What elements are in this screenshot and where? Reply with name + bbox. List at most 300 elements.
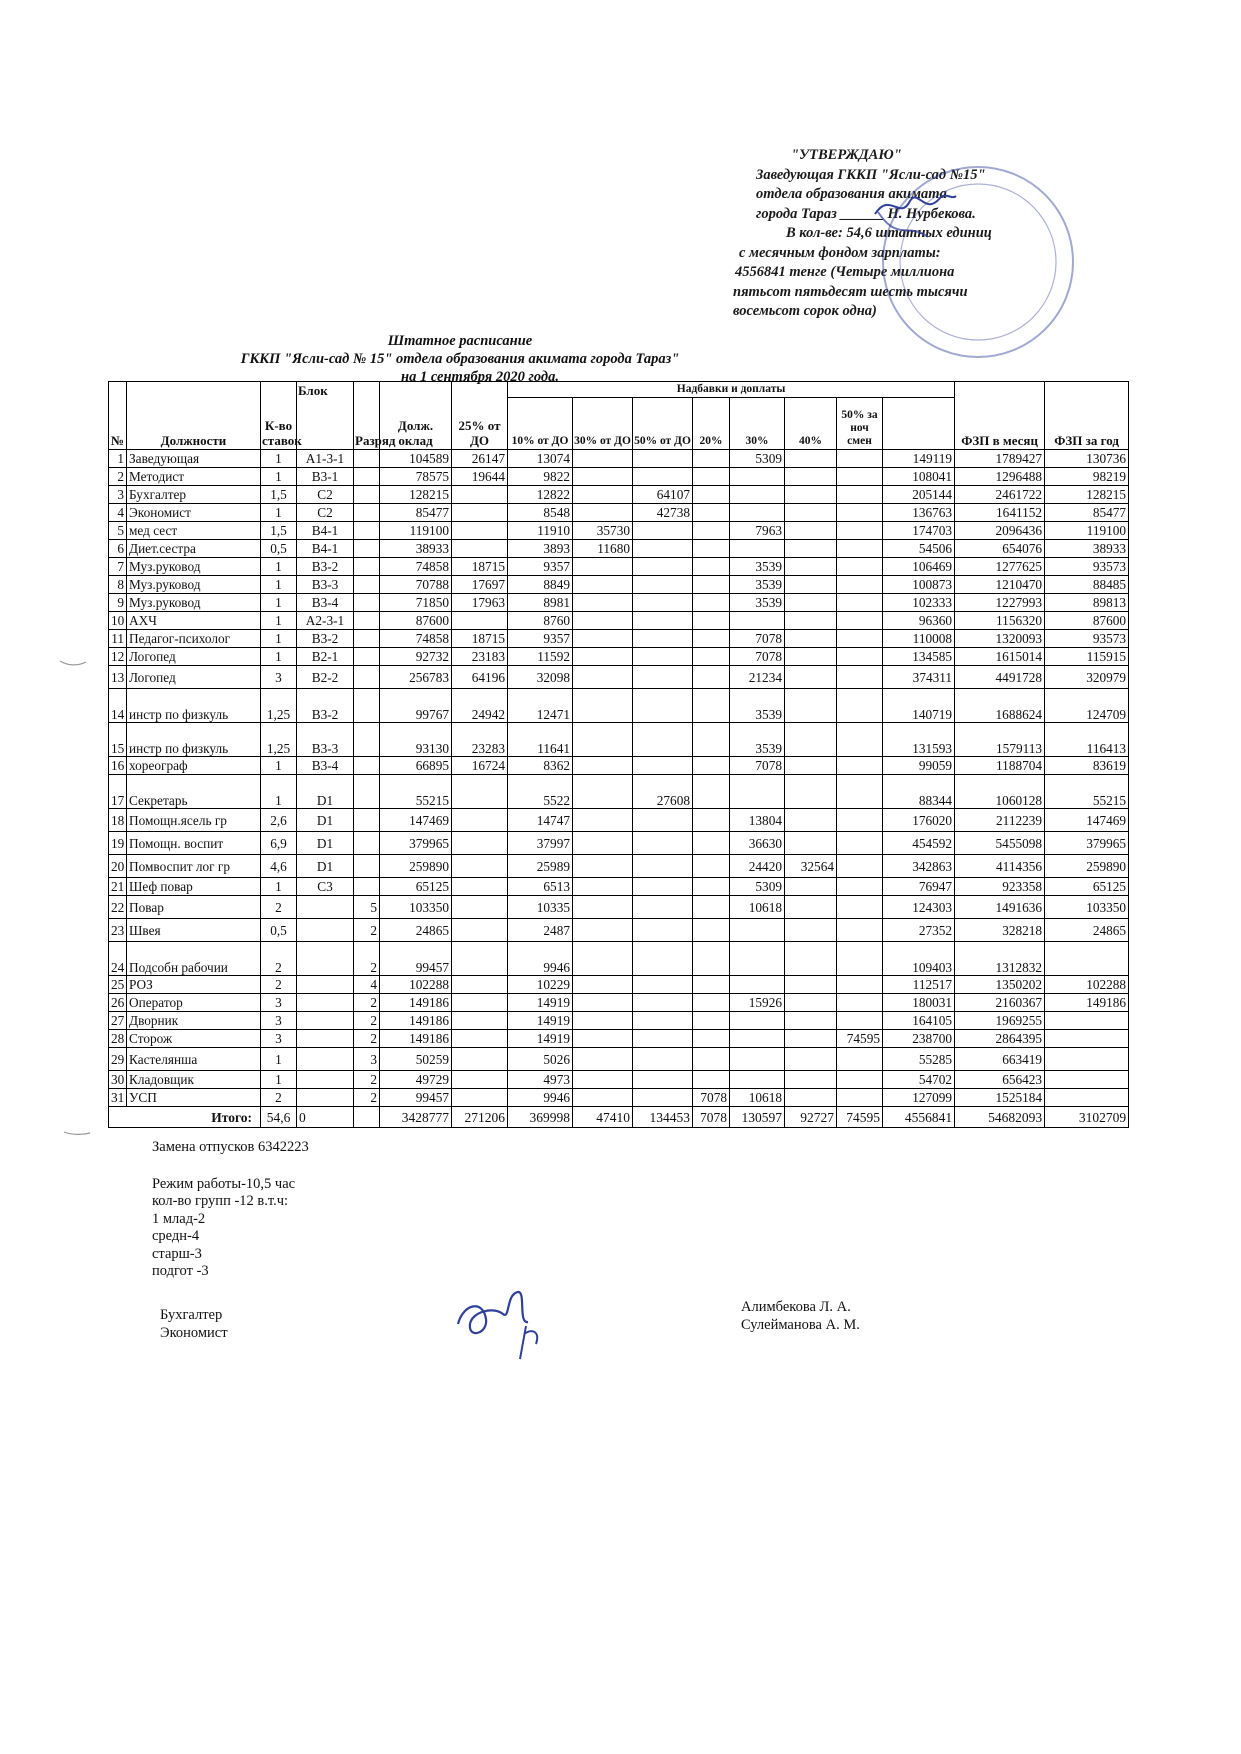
cell-bonus-night	[837, 576, 883, 594]
total-40: 92727	[785, 1107, 837, 1128]
cell-row-number: 30	[109, 1071, 127, 1089]
cell-bonus-30: 36630	[730, 832, 785, 855]
cell-block	[297, 1089, 354, 1107]
cell-bonus-night	[837, 1089, 883, 1107]
cell-fzp-month: 109403	[883, 942, 955, 976]
table-row	[109, 1012, 1129, 1030]
cell-bonus-25	[452, 896, 508, 919]
total-10: 369998	[508, 1107, 573, 1128]
cell-lech: 38933	[1045, 540, 1129, 558]
cell-rates: 1	[261, 594, 297, 612]
cell-bonus-10: 8760	[508, 612, 573, 630]
cell-rank	[354, 648, 380, 666]
cell-bonus-10: 14919	[508, 1030, 573, 1048]
cell-position-name: инстр по физкуль	[127, 689, 261, 723]
cell-bonus-20	[693, 522, 730, 540]
cell-row-number: 15	[109, 723, 127, 757]
cell-lech: 87600	[1045, 612, 1129, 630]
approval-line: В кол-ве: 54,6 штатных единиц	[786, 225, 992, 241]
cell-rank	[354, 855, 380, 878]
cell-bonus-30do	[573, 666, 633, 689]
cell-bonus-20	[693, 630, 730, 648]
cell-bonus-20	[693, 486, 730, 504]
cell-bonus-30do	[573, 630, 633, 648]
cell-rates: 1,5	[261, 486, 297, 504]
cell-salary: 65125	[380, 878, 452, 896]
cell-rates: 1	[261, 576, 297, 594]
cell-bonus-night	[837, 775, 883, 809]
cell-bonus-10: 4973	[508, 1071, 573, 1089]
cell-bonus-30do: 35730	[573, 522, 633, 540]
cell-bonus-20	[693, 976, 730, 994]
cell-bonus-40	[785, 594, 837, 612]
cell-position-name: РОЗ	[127, 976, 261, 994]
header-position: Должности	[127, 382, 261, 450]
cell-fzp-month: 55285	[883, 1048, 955, 1071]
cell-position-name: инстр по физкуль	[127, 723, 261, 757]
cell-row-number: 5	[109, 522, 127, 540]
cell-position-name: Оператор	[127, 994, 261, 1012]
cell-bonus-25	[452, 540, 508, 558]
cell-bonus-10: 11592	[508, 648, 573, 666]
cell-block	[297, 896, 354, 919]
cell-rank	[354, 666, 380, 689]
total-20: 7078	[693, 1107, 730, 1128]
cell-block: С3	[297, 878, 354, 896]
cell-bonus-30do	[573, 896, 633, 919]
cell-bonus-night	[837, 558, 883, 576]
cell-bonus-30do	[573, 594, 633, 612]
total-lech: 3102709	[1045, 1107, 1129, 1128]
cell-bonus-30do	[573, 723, 633, 757]
cell-fzp-year: 1525184	[955, 1089, 1045, 1107]
cell-lech: 124709	[1045, 689, 1129, 723]
cell-lech: 89813	[1045, 594, 1129, 612]
approval-block	[733, 146, 1086, 322]
cell-bonus-20	[693, 896, 730, 919]
cell-bonus-night	[837, 896, 883, 919]
approval-line: "УТВЕРЖДАЮ"	[791, 147, 902, 163]
cell-bonus-20	[693, 942, 730, 976]
cell-bonus-40	[785, 504, 837, 522]
cell-bonus-50do	[633, 896, 693, 919]
cell-bonus-50do: 42738	[633, 504, 693, 522]
cell-bonus-30: 7078	[730, 648, 785, 666]
cell-salary: 74858	[380, 630, 452, 648]
cell-fzp-month: 88344	[883, 775, 955, 809]
cell-rates: 2,6	[261, 809, 297, 832]
cell-bonus-30do	[573, 809, 633, 832]
table-row	[109, 976, 1129, 994]
cell-salary: 104589	[380, 450, 452, 468]
header-25: 25% от ДО	[452, 382, 508, 450]
cell-bonus-50do	[633, 666, 693, 689]
table-row	[109, 994, 1129, 1012]
cell-bonus-25: 17963	[452, 594, 508, 612]
cell-bonus-20	[693, 723, 730, 757]
cell-bonus-night	[837, 976, 883, 994]
total-30do: 47410	[573, 1107, 633, 1128]
cell-bonus-30do: 11680	[573, 540, 633, 558]
cell-bonus-30do	[573, 942, 633, 976]
cell-fzp-year: 1969255	[955, 1012, 1045, 1030]
cell-bonus-25	[452, 942, 508, 976]
cell-bonus-25: 64196	[452, 666, 508, 689]
cell-rates: 1	[261, 757, 297, 775]
name-economist: Сулейманова А. М.	[741, 1317, 860, 1333]
cell-fzp-year: 2864395	[955, 1030, 1045, 1048]
header-20: 20%	[693, 398, 730, 450]
cell-bonus-25	[452, 832, 508, 855]
cell-bonus-30do	[573, 558, 633, 576]
cell-bonus-40	[785, 994, 837, 1012]
table-row	[109, 809, 1129, 832]
total-row	[109, 1107, 1129, 1128]
table-row	[109, 757, 1129, 775]
cell-bonus-night	[837, 522, 883, 540]
cell-bonus-40	[785, 630, 837, 648]
cell-bonus-night	[837, 540, 883, 558]
director-signature-icon	[870, 186, 960, 226]
cell-bonus-30do	[573, 1012, 633, 1030]
header-fzp-month: ФЗП в месяц	[955, 382, 1045, 450]
cell-bonus-30do	[573, 919, 633, 942]
cell-lech: 102288	[1045, 976, 1129, 994]
cell-bonus-40	[785, 666, 837, 689]
cell-block: В3-4	[297, 594, 354, 612]
cell-fzp-month: 124303	[883, 896, 955, 919]
cell-fzp-year: 1156320	[955, 612, 1045, 630]
approval-line: города Тараз ______ Н. Нурбекова.	[756, 205, 976, 222]
cell-bonus-20	[693, 504, 730, 522]
name-accountant: Алимбекова Л. А.	[741, 1299, 851, 1315]
cell-row-number: 24	[109, 942, 127, 976]
cell-bonus-10: 14919	[508, 1012, 573, 1030]
cell-row-number: 3	[109, 486, 127, 504]
cell-rates: 0,5	[261, 540, 297, 558]
cell-rates: 1	[261, 504, 297, 522]
cell-bonus-25	[452, 855, 508, 878]
handwritten-signature-icon	[448, 1284, 568, 1364]
cell-bonus-25	[452, 775, 508, 809]
cell-bonus-night	[837, 855, 883, 878]
approval-line: пятьсот пятьдесят шесть тысячи	[733, 283, 968, 300]
cell-row-number: 1	[109, 450, 127, 468]
group-line: старш-3	[152, 1245, 202, 1262]
cell-bonus-20	[693, 468, 730, 486]
vacation-note: Замена отпусков 6342223	[152, 1139, 309, 1155]
cell-salary: 99457	[380, 1089, 452, 1107]
cell-salary: 24865	[380, 919, 452, 942]
cell-lech: 116413	[1045, 723, 1129, 757]
cell-block: D1	[297, 832, 354, 855]
cell-fzp-month: 100873	[883, 576, 955, 594]
cell-bonus-25	[452, 1071, 508, 1089]
cell-row-number: 2	[109, 468, 127, 486]
cell-bonus-night	[837, 450, 883, 468]
cell-rank: 2	[354, 919, 380, 942]
cell-fzp-year: 5455098	[955, 832, 1045, 855]
cell-fzp-month: 108041	[883, 468, 955, 486]
cell-fzp-year: 663419	[955, 1048, 1045, 1071]
cell-bonus-40	[785, 576, 837, 594]
header-allowances: Надбавки и доплаты	[508, 382, 955, 398]
cell-rates: 3	[261, 666, 297, 689]
cell-bonus-50do	[633, 1012, 693, 1030]
cell-bonus-night	[837, 648, 883, 666]
cell-position-name: Муз.руковод	[127, 558, 261, 576]
total-fzp-month: 4556841	[883, 1107, 955, 1128]
cell-rates: 1	[261, 630, 297, 648]
cell-bonus-20	[693, 1048, 730, 1071]
table-row	[109, 540, 1129, 558]
cell-fzp-month: 131593	[883, 723, 955, 757]
cell-block: В3-3	[297, 723, 354, 757]
table-body	[109, 450, 1129, 1107]
cell-salary: 103350	[380, 896, 452, 919]
cell-position-name: Подсобн рабочии	[127, 942, 261, 976]
table-row	[109, 1071, 1129, 1089]
work-mode-note: Режим работы-10,5 час	[152, 1175, 296, 1192]
cell-salary: 55215	[380, 775, 452, 809]
cell-bonus-30do	[573, 468, 633, 486]
cell-block: D1	[297, 809, 354, 832]
cell-bonus-30: 3539	[730, 594, 785, 612]
cell-bonus-30: 24420	[730, 855, 785, 878]
cell-bonus-10: 2487	[508, 919, 573, 942]
group-line: 1 млад-2	[152, 1210, 206, 1227]
cell-bonus-25	[452, 1089, 508, 1107]
cell-position-name: Муз.руковод	[127, 594, 261, 612]
cell-salary: 128215	[380, 486, 452, 504]
cell-row-number: 31	[109, 1089, 127, 1107]
cell-position-name: Бухгалтер	[127, 486, 261, 504]
cell-bonus-50do	[633, 723, 693, 757]
cell-bonus-10: 10229	[508, 976, 573, 994]
cell-lech	[1045, 1030, 1129, 1048]
cell-bonus-10: 9357	[508, 558, 573, 576]
table-row	[109, 558, 1129, 576]
cell-fzp-month: 374311	[883, 666, 955, 689]
cell-block	[297, 1071, 354, 1089]
cell-bonus-10: 10335	[508, 896, 573, 919]
cell-bonus-30do	[573, 775, 633, 809]
cell-lech	[1045, 1089, 1129, 1107]
cell-position-name: Сторож	[127, 1030, 261, 1048]
cell-bonus-10: 12471	[508, 689, 573, 723]
cell-bonus-25	[452, 994, 508, 1012]
cell-block: D1	[297, 775, 354, 809]
cell-row-number: 28	[109, 1030, 127, 1048]
cell-bonus-20	[693, 775, 730, 809]
cell-bonus-50do	[633, 1048, 693, 1071]
cell-row-number: 11	[109, 630, 127, 648]
cell-bonus-30	[730, 942, 785, 976]
cell-rank: 2	[354, 1030, 380, 1048]
cell-position-name: Педагог-психолог	[127, 630, 261, 648]
cell-row-number: 8	[109, 576, 127, 594]
cell-bonus-25	[452, 878, 508, 896]
cell-lech: 128215	[1045, 486, 1129, 504]
cell-bonus-20	[693, 1071, 730, 1089]
cell-block: С2	[297, 486, 354, 504]
cell-bonus-night	[837, 486, 883, 504]
cell-bonus-50do	[633, 522, 693, 540]
cell-salary: 102288	[380, 976, 452, 994]
cell-row-number: 9	[109, 594, 127, 612]
cell-row-number: 17	[109, 775, 127, 809]
cell-fzp-year: 1210470	[955, 576, 1045, 594]
cell-bonus-25	[452, 522, 508, 540]
total-rates: 54,6	[261, 1107, 297, 1128]
cell-position-name: Секретарь	[127, 775, 261, 809]
cell-row-number: 6	[109, 540, 127, 558]
cell-bonus-25	[452, 976, 508, 994]
cell-bonus-50do	[633, 648, 693, 666]
cell-bonus-40	[785, 775, 837, 809]
cell-fzp-month: 96360	[883, 612, 955, 630]
cell-bonus-30: 7078	[730, 630, 785, 648]
cell-bonus-50do	[633, 994, 693, 1012]
cell-rates: 2	[261, 896, 297, 919]
cell-bonus-30do	[573, 855, 633, 878]
cell-row-number: 7	[109, 558, 127, 576]
cell-rates: 1	[261, 468, 297, 486]
cell-bonus-20	[693, 558, 730, 576]
cell-position-name: Логопед	[127, 666, 261, 689]
cell-bonus-25	[452, 612, 508, 630]
group-line: средн-4	[152, 1228, 200, 1244]
cell-fzp-year: 328218	[955, 919, 1045, 942]
cell-lech: 93573	[1045, 630, 1129, 648]
cell-bonus-25	[452, 504, 508, 522]
cell-bonus-40	[785, 540, 837, 558]
cell-bonus-50do	[633, 594, 693, 612]
cell-bonus-30: 15926	[730, 994, 785, 1012]
cell-bonus-30do	[573, 757, 633, 775]
cell-bonus-25: 18715	[452, 630, 508, 648]
cell-rates: 1	[261, 612, 297, 630]
cell-row-number: 13	[109, 666, 127, 689]
cell-bonus-10: 25989	[508, 855, 573, 878]
table-row	[109, 896, 1129, 919]
cell-rates: 1,5	[261, 522, 297, 540]
cell-bonus-50do	[633, 1030, 693, 1048]
cell-lech: 65125	[1045, 878, 1129, 896]
cell-salary: 147469	[380, 809, 452, 832]
cell-row-number: 26	[109, 994, 127, 1012]
cell-fzp-year: 1615014	[955, 648, 1045, 666]
cell-bonus-50do	[633, 1071, 693, 1089]
cell-bonus-20	[693, 809, 730, 832]
cell-bonus-20	[693, 757, 730, 775]
cell-position-name: Методист	[127, 468, 261, 486]
cell-rates: 6,9	[261, 832, 297, 855]
cell-bonus-night	[837, 809, 883, 832]
cell-bonus-20	[693, 878, 730, 896]
cell-position-name: Швея	[127, 919, 261, 942]
cell-bonus-40	[785, 1030, 837, 1048]
cell-bonus-30: 13804	[730, 809, 785, 832]
cell-row-number: 29	[109, 1048, 127, 1071]
cell-rank	[354, 486, 380, 504]
cell-fzp-year: 1296488	[955, 468, 1045, 486]
cell-bonus-25: 16724	[452, 757, 508, 775]
cell-bonus-50do	[633, 919, 693, 942]
cell-block: В3-4	[297, 757, 354, 775]
cell-bonus-20	[693, 994, 730, 1012]
cell-bonus-30do	[573, 504, 633, 522]
cell-position-name: УСП	[127, 1089, 261, 1107]
cell-bonus-night	[837, 832, 883, 855]
cell-rank	[354, 723, 380, 757]
cell-lech: 98219	[1045, 468, 1129, 486]
table-row	[109, 666, 1129, 689]
cell-position-name: Диет.сестра	[127, 540, 261, 558]
cell-fzp-year: 1312832	[955, 942, 1045, 976]
header-10: 10% от ДО	[508, 398, 573, 450]
cell-bonus-30	[730, 775, 785, 809]
cell-rank	[354, 594, 380, 612]
header-30: 30%	[730, 398, 785, 450]
cell-bonus-30	[730, 504, 785, 522]
cell-bonus-30: 21234	[730, 666, 785, 689]
cell-lech	[1045, 1012, 1129, 1030]
cell-bonus-50do	[633, 1089, 693, 1107]
cell-fzp-month: 134585	[883, 648, 955, 666]
cell-bonus-25: 23183	[452, 648, 508, 666]
cell-bonus-30do	[573, 486, 633, 504]
cell-rates: 3	[261, 1012, 297, 1030]
table-row	[109, 594, 1129, 612]
table-row	[109, 1089, 1129, 1107]
total-50night: 74595	[837, 1107, 883, 1128]
cell-bonus-10: 11641	[508, 723, 573, 757]
cell-bonus-night	[837, 630, 883, 648]
cell-bonus-40: 32564	[785, 855, 837, 878]
cell-rates: 4,6	[261, 855, 297, 878]
cell-rates: 3	[261, 1030, 297, 1048]
cell-position-name: Экономист	[127, 504, 261, 522]
cell-bonus-40	[785, 942, 837, 976]
header-block: Блок	[297, 382, 354, 450]
cell-fzp-month: 342863	[883, 855, 955, 878]
cell-lech: 379965	[1045, 832, 1129, 855]
cell-bonus-20	[693, 1030, 730, 1048]
cell-rank: 4	[354, 976, 380, 994]
header-30do: 30% от ДО	[573, 398, 633, 450]
cell-bonus-night	[837, 723, 883, 757]
cell-bonus-30do	[573, 648, 633, 666]
cell-fzp-month: 106469	[883, 558, 955, 576]
cell-bonus-night	[837, 504, 883, 522]
cell-bonus-10: 8362	[508, 757, 573, 775]
cell-rates: 2	[261, 976, 297, 994]
cell-bonus-30do	[573, 450, 633, 468]
cell-block: В3-1	[297, 468, 354, 486]
cell-fzp-month: 454592	[883, 832, 955, 855]
cell-bonus-40	[785, 723, 837, 757]
cell-block	[297, 1048, 354, 1071]
cell-bonus-20	[693, 832, 730, 855]
cell-rank	[354, 522, 380, 540]
cell-bonus-50do: 64107	[633, 486, 693, 504]
approval-line: с месячным фондом зарплаты:	[739, 244, 941, 261]
cell-bonus-night	[837, 1071, 883, 1089]
cell-lech: 83619	[1045, 757, 1129, 775]
cell-bonus-30	[730, 1048, 785, 1071]
cell-bonus-20	[693, 689, 730, 723]
